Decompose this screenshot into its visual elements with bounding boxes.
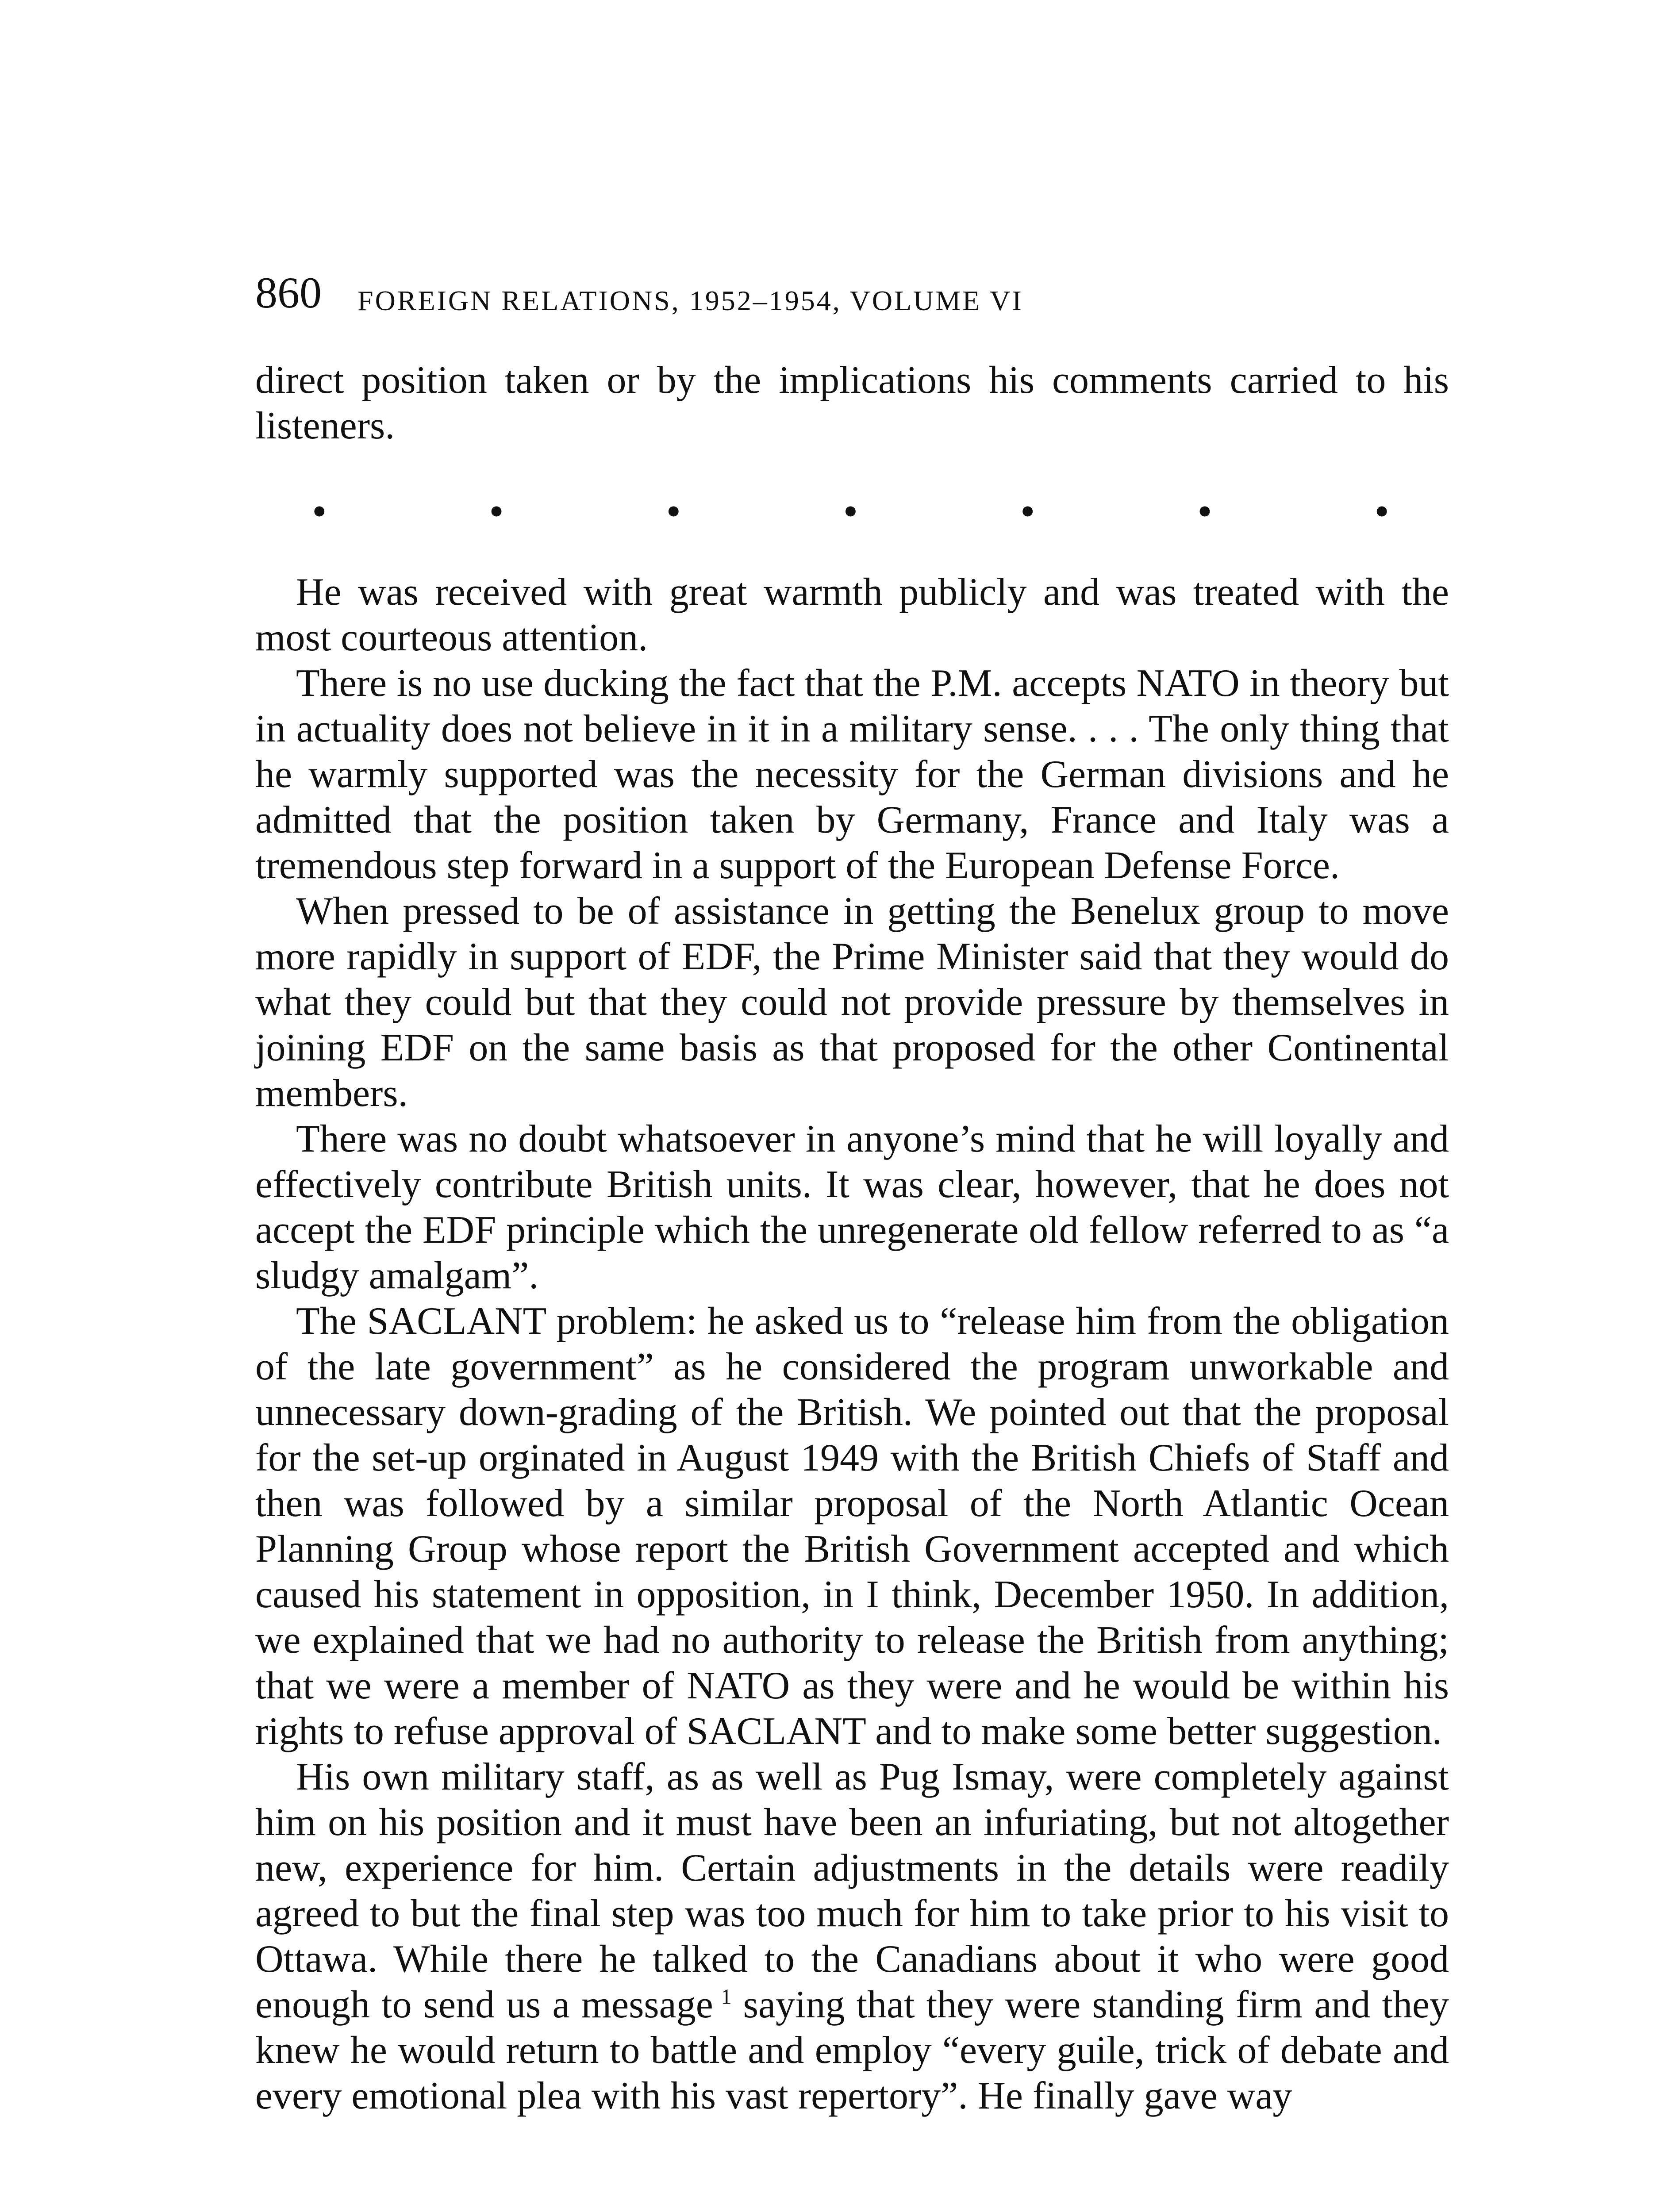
ellipsis-dot: • <box>489 488 504 535</box>
running-title: FOREIGN RELATIONS, 1952–1954, VOLUME VI <box>357 285 1023 316</box>
ellipsis-dot: • <box>666 488 681 535</box>
paragraph-text: saying that they were standing firm and they knew he would return to battle and employ “every guile, trick of debate and every emotional plea with his vast repertory”. He finally gave way <box>255 1983 1449 2117</box>
paragraph-saclant: The SACLANT problem: he asked us to “release him from the obligation of the late government” as he considered the program unworkable and unnecessary down-grading of the British. We pointed out that the proposal for the set-up orginated in August 1949 with the British Chiefs of Staff and then was followed by a similar proposal of the North Atlantic Ocean Planning Group whose report the British Government accepted and which caused his statement in opposition, in I think, December 1950. In addition, we explained that we had no authority to release the British from anything; that we were a member of NATO as they were and he would be within his rights to refuse approval of SACLANT and to make some better suggestion. <box>255 1300 1449 1753</box>
footnote-reference: 1 <box>721 1985 732 2009</box>
ellipsis-dot: • <box>843 488 858 535</box>
paragraph-reception: He was received with great warmth publicly and was treated with the most courteous attention. <box>255 571 1449 659</box>
omission-ellipsis <box>312 488 1389 534</box>
paragraph-benelux: When pressed to be of assistance in getting the Benelux group to move more rapidly in support of EDF, the Prime Minister said that they would do what they could but that they could not provide pressure by themselves in joining EDF on the same basis as that proposed for the other Continental members. <box>255 890 1449 1115</box>
paragraph-british-units: There was no doubt whatsoever in anyone’s mind that he will loyally and effectively contribute British units. It was clear, however, that he does not accept the EDF principle which the unregenerate old fellow referred to as “a sludgy amalgam”. <box>255 1118 1449 1297</box>
ellipsis-dot: • <box>1020 488 1035 535</box>
paragraph-continuation: direct position taken or by the implications his comments carried to his listeners. <box>255 359 1449 447</box>
ellipsis-dot: • <box>1197 488 1212 535</box>
ellipsis-dot: • <box>1374 488 1389 535</box>
ellipsis-dot: • <box>312 488 327 535</box>
paragraph-nato: There is no use ducking the fact that the P.M. accepts NATO in theory but in actuality does not believe in it in a military sense. . . . The only thing that he warmly supported was the necessity for the German divisions and he admitted that the position taken by Germany, France and Italy was a tremendous step forward in a support of the European Defense Force. <box>255 662 1449 887</box>
body-text <box>255 357 1449 2119</box>
page-number: 860 <box>255 268 322 317</box>
paragraph-military-staff <box>255 1754 1449 2119</box>
paragraph-text: His own military staff, as as well as Pug Ismay, were completely against him on his position and it must have been an infuriating, but not altogether new, experience for him. Certain adjustments in the details were readily agreed to but the final step was too much for him to take prior to his visit to Ottawa. While there he talked to the Canadians about it who were good enough to send us a message <box>255 1755 1449 2026</box>
